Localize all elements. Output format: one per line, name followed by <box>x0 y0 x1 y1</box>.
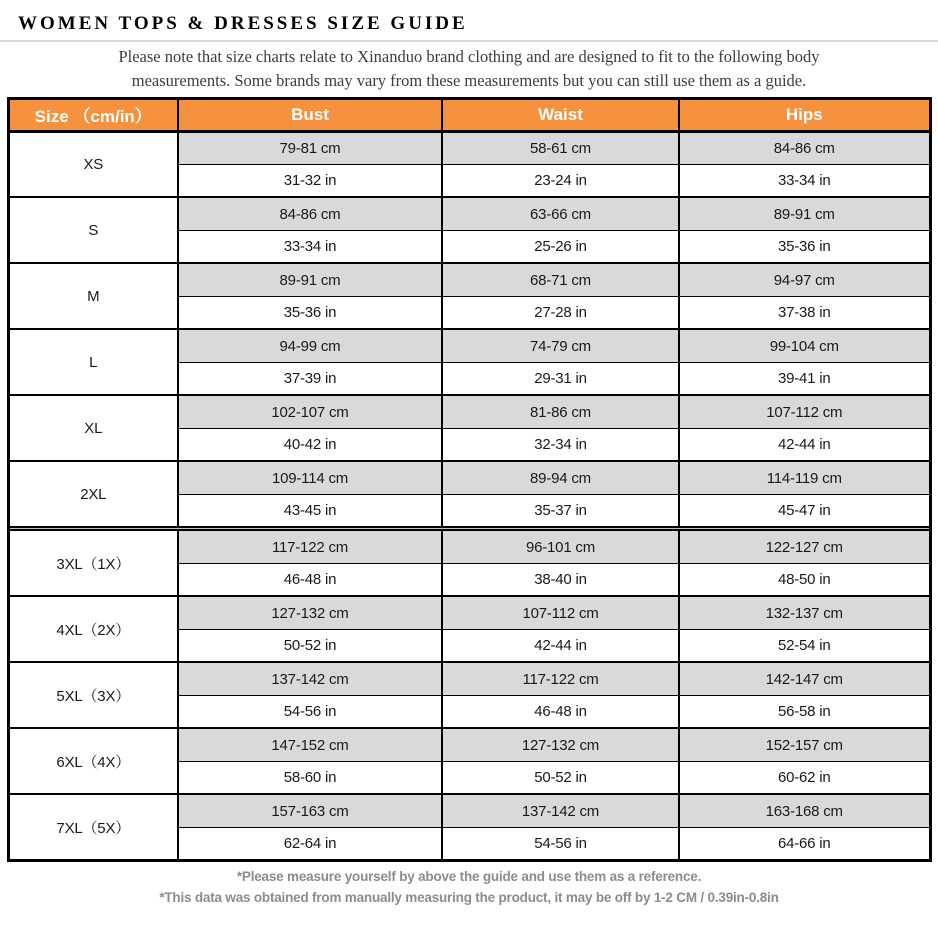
table-row-cm <box>8 461 930 494</box>
cell-hips-in: 56-58 in <box>679 695 930 728</box>
size-label: S <box>8 197 178 263</box>
cell-hips-in: 42-44 in <box>679 428 930 461</box>
cell-bust-cm: 157-163 cm <box>178 794 442 827</box>
cell-waist-in: 32-34 in <box>442 428 679 461</box>
cell-waist-cm: 127-132 cm <box>442 728 679 761</box>
cell-waist-in: 50-52 in <box>442 761 679 794</box>
cell-waist-in: 23-24 in <box>442 164 679 197</box>
table-row-cm <box>8 395 930 428</box>
size-label: M <box>8 263 178 329</box>
cell-bust-in: 46-48 in <box>178 563 442 596</box>
cell-hips-in: 33-34 in <box>679 164 930 197</box>
table-header-row <box>8 98 930 131</box>
cell-waist-cm: 68-71 cm <box>442 263 679 296</box>
size-label: 3XL（1X） <box>8 530 178 596</box>
cell-bust-in: 40-42 in <box>178 428 442 461</box>
cell-hips-cm: 107-112 cm <box>679 395 930 428</box>
cell-waist-in: 27-28 in <box>442 296 679 329</box>
cell-hips-cm: 152-157 cm <box>679 728 930 761</box>
cell-hips-cm: 132-137 cm <box>679 596 930 629</box>
size-label: 5XL（3X） <box>8 662 178 728</box>
size-label: 6XL（4X） <box>8 728 178 794</box>
cell-bust-cm: 84-86 cm <box>178 197 442 230</box>
cell-bust-in: 58-60 in <box>178 761 442 794</box>
cell-hips-cm: 163-168 cm <box>679 794 930 827</box>
cell-bust-cm: 109-114 cm <box>178 461 442 494</box>
page-title: WOMEN TOPS & DRESSES SIZE GUIDE <box>18 13 468 34</box>
cell-bust-cm: 94-99 cm <box>178 329 442 362</box>
cell-bust-in: 62-64 in <box>178 827 442 860</box>
size-label: XS <box>8 131 178 197</box>
cell-hips-in: 52-54 in <box>679 629 930 662</box>
cell-waist-in: 54-56 in <box>442 827 679 860</box>
cell-waist-in: 29-31 in <box>442 362 679 395</box>
cell-bust-in: 37-39 in <box>178 362 442 395</box>
intro-note-line2: measurements. Some brands may vary from these measurements but you can still use them as a guide. <box>131 70 807 90</box>
table-row-cm <box>8 263 930 296</box>
cell-hips-cm: 99-104 cm <box>679 329 930 362</box>
cell-hips-in: 37-38 in <box>679 296 930 329</box>
cell-waist-in: 25-26 in <box>442 230 679 263</box>
intro-note-line1: Please note that size charts relate to Xinanduo brand clothing and are designed to fit to the following body <box>118 47 820 66</box>
cell-bust-cm: 102-107 cm <box>178 395 442 428</box>
cell-hips-cm: 84-86 cm <box>679 131 930 164</box>
cell-hips-in: 45-47 in <box>679 494 930 527</box>
cell-hips-in: 60-62 in <box>679 761 930 794</box>
table-row-cm <box>8 728 930 761</box>
size-table-body <box>8 131 930 860</box>
cell-bust-cm: 147-152 cm <box>178 728 442 761</box>
table-row-cm <box>8 530 930 563</box>
cell-bust-in: 50-52 in <box>178 629 442 662</box>
table-row-cm <box>8 596 930 629</box>
cell-bust-in: 43-45 in <box>178 494 442 527</box>
cell-bust-in: 33-34 in <box>178 230 442 263</box>
table-row-cm <box>8 197 930 230</box>
table-row-cm <box>8 794 930 827</box>
cell-hips-cm: 122-127 cm <box>679 530 930 563</box>
size-label: 2XL <box>8 461 178 527</box>
size-label: 4XL（2X） <box>8 596 178 662</box>
footnote-measure: *Please measure yourself by above the guide and use them as a reference. <box>236 868 702 884</box>
size-label: L <box>8 329 178 395</box>
size-label: XL <box>8 395 178 461</box>
cell-waist-in: 35-37 in <box>442 494 679 527</box>
cell-hips-in: 64-66 in <box>679 827 930 860</box>
cell-hips-in: 35-36 in <box>679 230 930 263</box>
cell-waist-in: 46-48 in <box>442 695 679 728</box>
col-header-waist: Waist <box>442 98 679 131</box>
cell-waist-cm: 107-112 cm <box>442 596 679 629</box>
table-row-cm <box>8 329 930 362</box>
cell-waist-cm: 117-122 cm <box>442 662 679 695</box>
cell-bust-cm: 79-81 cm <box>178 131 442 164</box>
cell-waist-cm: 81-86 cm <box>442 395 679 428</box>
cell-waist-cm: 137-142 cm <box>442 794 679 827</box>
cell-waist-cm: 74-79 cm <box>442 329 679 362</box>
cell-bust-cm: 127-132 cm <box>178 596 442 629</box>
cell-bust-cm: 117-122 cm <box>178 530 442 563</box>
cell-hips-in: 39-41 in <box>679 362 930 395</box>
table-row-cm <box>8 131 930 164</box>
size-label: 7XL（5X） <box>8 794 178 860</box>
cell-waist-cm: 63-66 cm <box>442 197 679 230</box>
col-header-hips: Hips <box>679 98 930 131</box>
cell-waist-cm: 58-61 cm <box>442 131 679 164</box>
cell-bust-in: 31-32 in <box>178 164 442 197</box>
cell-hips-cm: 114-119 cm <box>679 461 930 494</box>
footnotes <box>0 867 938 909</box>
cell-bust-in: 54-56 in <box>178 695 442 728</box>
cell-waist-cm: 96-101 cm <box>442 530 679 563</box>
col-header-size: Size （cm/in） <box>8 98 178 131</box>
table-row-cm <box>8 662 930 695</box>
cell-waist-in: 38-40 in <box>442 563 679 596</box>
size-chart-table <box>7 97 932 862</box>
cell-bust-cm: 137-142 cm <box>178 662 442 695</box>
cell-hips-cm: 94-97 cm <box>679 263 930 296</box>
cell-hips-cm: 89-91 cm <box>679 197 930 230</box>
footnote-tolerance: *This data was obtained from manually measuring the product, it may be off by 1-2 CM / 0.39in-0.8in <box>159 889 779 905</box>
cell-hips-in: 48-50 in <box>679 563 930 596</box>
cell-hips-cm: 142-147 cm <box>679 662 930 695</box>
cell-waist-in: 42-44 in <box>442 629 679 662</box>
cell-bust-in: 35-36 in <box>178 296 442 329</box>
col-header-bust: Bust <box>178 98 442 131</box>
intro-note <box>0 42 938 97</box>
cell-waist-cm: 89-94 cm <box>442 461 679 494</box>
cell-bust-cm: 89-91 cm <box>178 263 442 296</box>
